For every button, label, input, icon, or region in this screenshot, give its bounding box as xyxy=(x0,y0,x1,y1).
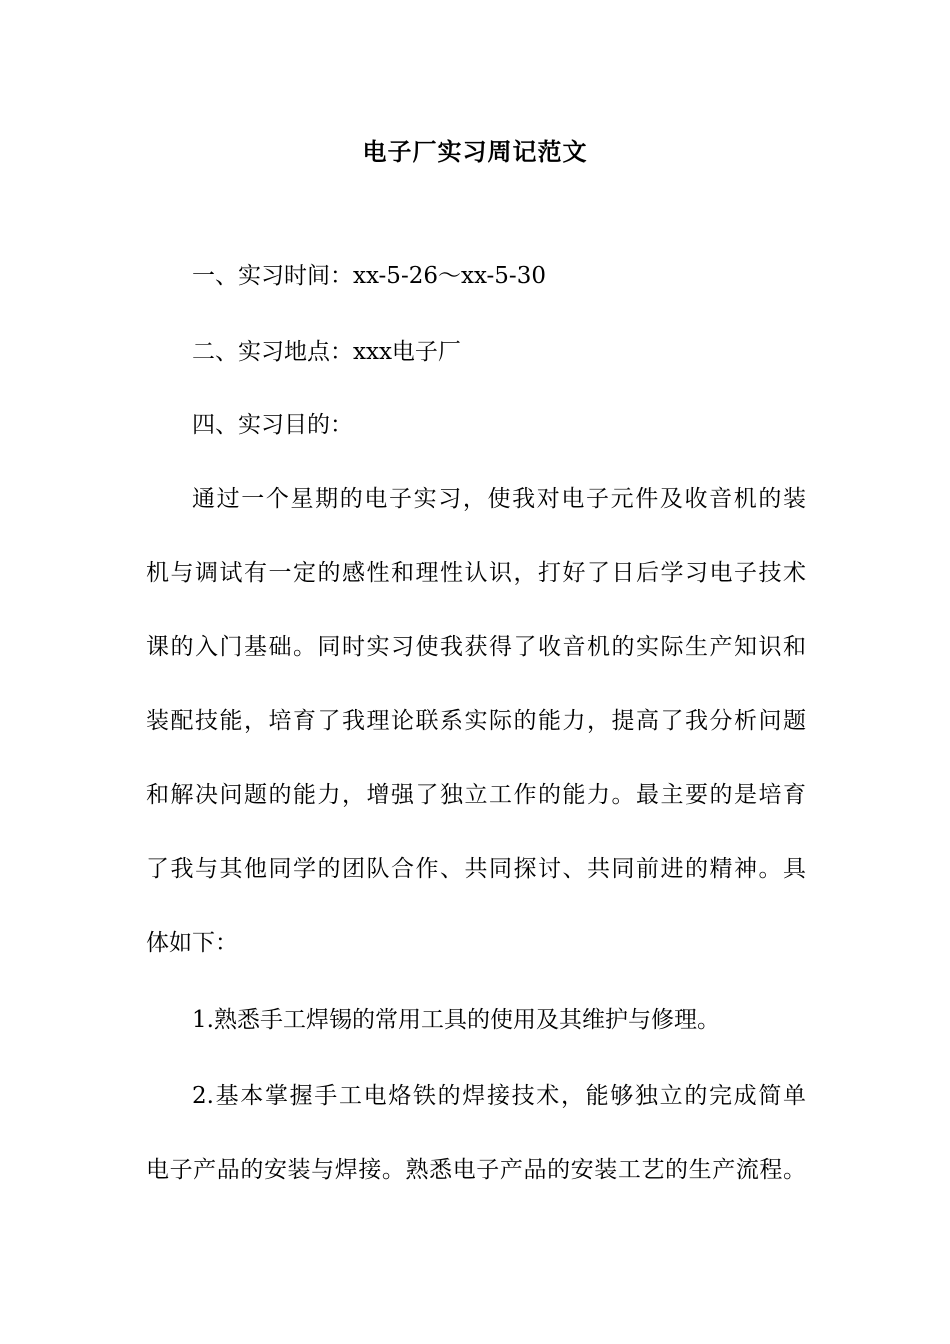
info-internship-location: 二、实习地点：xxx电子厂 xyxy=(192,339,461,365)
info-internship-purpose-heading: 四、实习目的： xyxy=(192,412,353,438)
paragraph-line: 体如下： xyxy=(146,930,238,956)
list-item-2: 2.基本掌握手工电烙铁的焊接技术，能够独立的完成简单 xyxy=(192,1083,806,1109)
document-title: 电子厂实习周记范文 xyxy=(362,137,588,166)
paragraph-line: 装配技能，培育了我理论联系实际的能力，提高了我分析问题 xyxy=(146,708,806,734)
paragraph-line: 机与调试有一定的感性和理性认识，打好了日后学习电子技术 xyxy=(146,560,806,586)
list-item-1: 1.熟悉手工焊锡的常用工具的使用及其维护与修理。 xyxy=(192,1007,720,1033)
paragraph-line: 和解决问题的能力，增强了独立工作的能力。最主要的是培育 xyxy=(146,782,806,808)
paragraph-line: 课的入门基础。同时实习使我获得了收音机的实际生产知识和 xyxy=(146,634,806,660)
list-item-2-continued: 电子产品的安装与焊接。熟悉电子产品的安装工艺的生产流程。 xyxy=(146,1157,806,1183)
paragraph-line: 了我与其他同学的团队合作、共同探讨、共同前进的精神。具 xyxy=(146,856,806,882)
paragraph-line: 通过一个星期的电子实习，使我对电子元件及收音机的装 xyxy=(192,486,806,512)
info-internship-time: 一、实习时间：xx-5-26～xx-5-30 xyxy=(192,263,546,289)
